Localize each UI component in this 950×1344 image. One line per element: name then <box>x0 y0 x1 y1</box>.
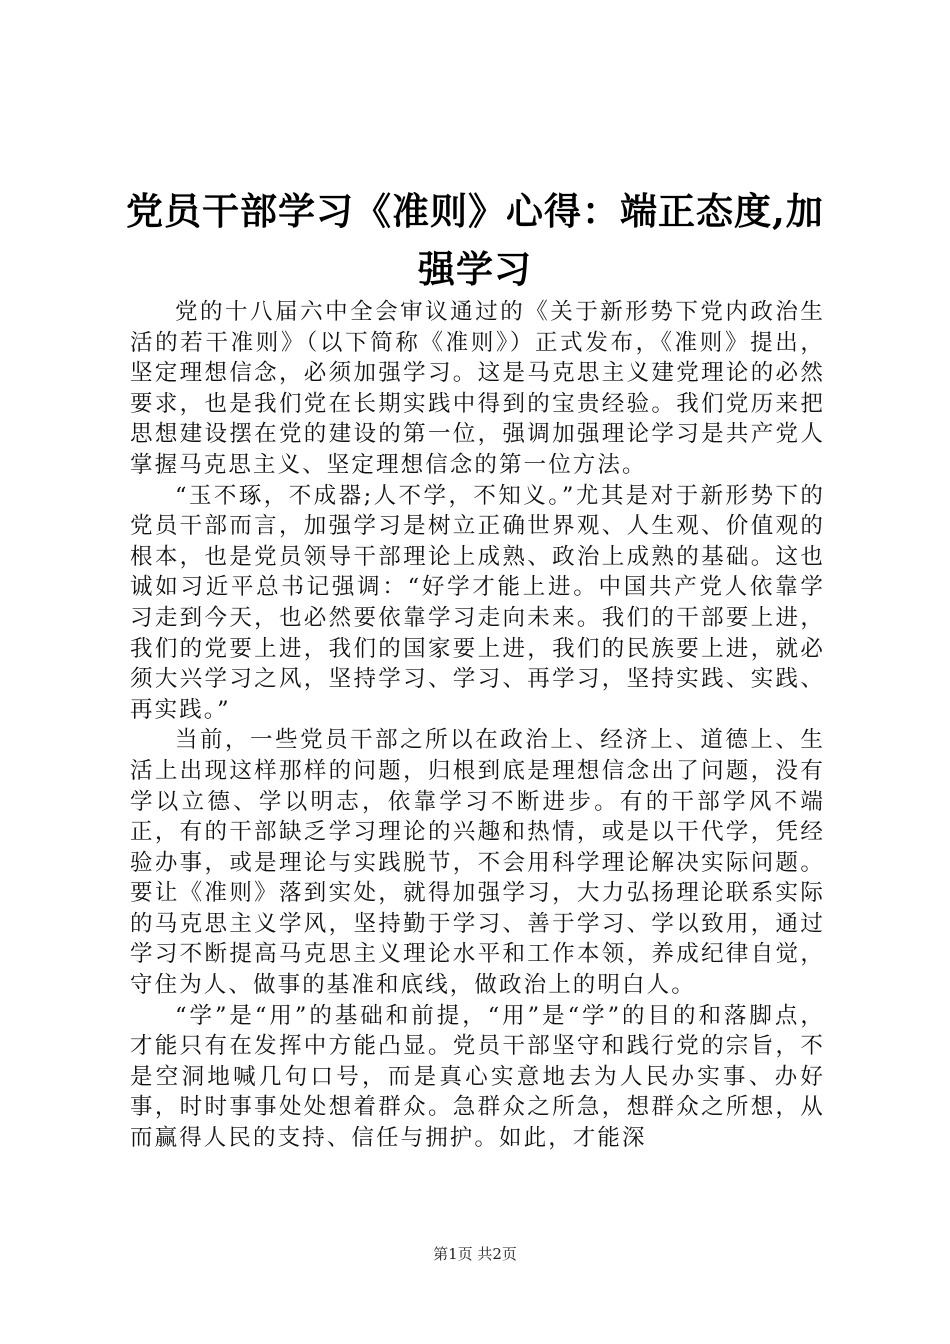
paragraph: 党的十八届六中全会审议通过的《关于新形势下党内政治生活的若干准则》（以下简称《准则》）正式发布，《准则》提出，坚定理想信念，必须加强学习。这是马克思主义建党理论的必然要求，也是我们党在长期实践中得到的宝贵经验。我们党历来把思想建设摆在党的建设的第一位，强调加强理论学习是共产党人掌握马克思主义、坚定理想信念的第一位方法。 <box>130 299 825 478</box>
document-body <box>130 297 825 1154</box>
paragraph: 当前，一些党员干部之所以在政治上、经济上、道德上、生活上出现这样那样的问题，归根到底是理想信念出了问题，没有学以立德、学以明志，依靠学习不断进步。有的干部学风不端正，有的干部缺乏学习理论的兴趣和热情，或是以干代学，凭经验办事，或是理论与实践脱节，不会用科学理论解决实际问题。要让《准则》落到实处，就得加强学习，大力弘扬理论联系实际的马克思主义学风，坚持勤于学习、善于学习、学以致用，通过学习不断提高马克思主义理论水平和工作本领，养成纪律自觉，守住为人、做事的基准和底线，做政治上的明白人。 <box>130 727 825 999</box>
page-footer <box>0 1244 950 1264</box>
page-number: 第1页 共2页 <box>433 1245 517 1263</box>
paragraph: “玉不琢，不成器;人不学，不知义。”尤其是对于新形势下的党员干部而言，加强学习是树立正确世界观、人生观、价值观的根本，也是党员领导干部理论上成熟、政治上成熟的基础。这也诚如习近平总书记强调：“好学才能上进。中国共产党人依靠学习走到今天，也必然要依靠学习走向未来。我们的干部要上进，我们的党要上进，我们的国家要上进，我们的民族要上进，就必须大兴学习之风，坚持学习、学习、再学习，坚持实践、实践、再实践。” <box>130 482 825 723</box>
document-title: 党员干部学习《准则》心得：端正态度,加强学习 <box>126 189 824 291</box>
paragraph: “学”是“用”的基础和前提，“用”是“学”的目的和落脚点，才能只有在发挥中方能凸显。党员干部坚守和践行党的宗旨，不是空洞地喊几句口号，而是真心实意地去为人民办实事、办好事，时时事事处处想着群众。急群众之所急，想群众之所想，从而赢得人民的支持、信任与拥护。如此，才能深 <box>130 1002 825 1152</box>
